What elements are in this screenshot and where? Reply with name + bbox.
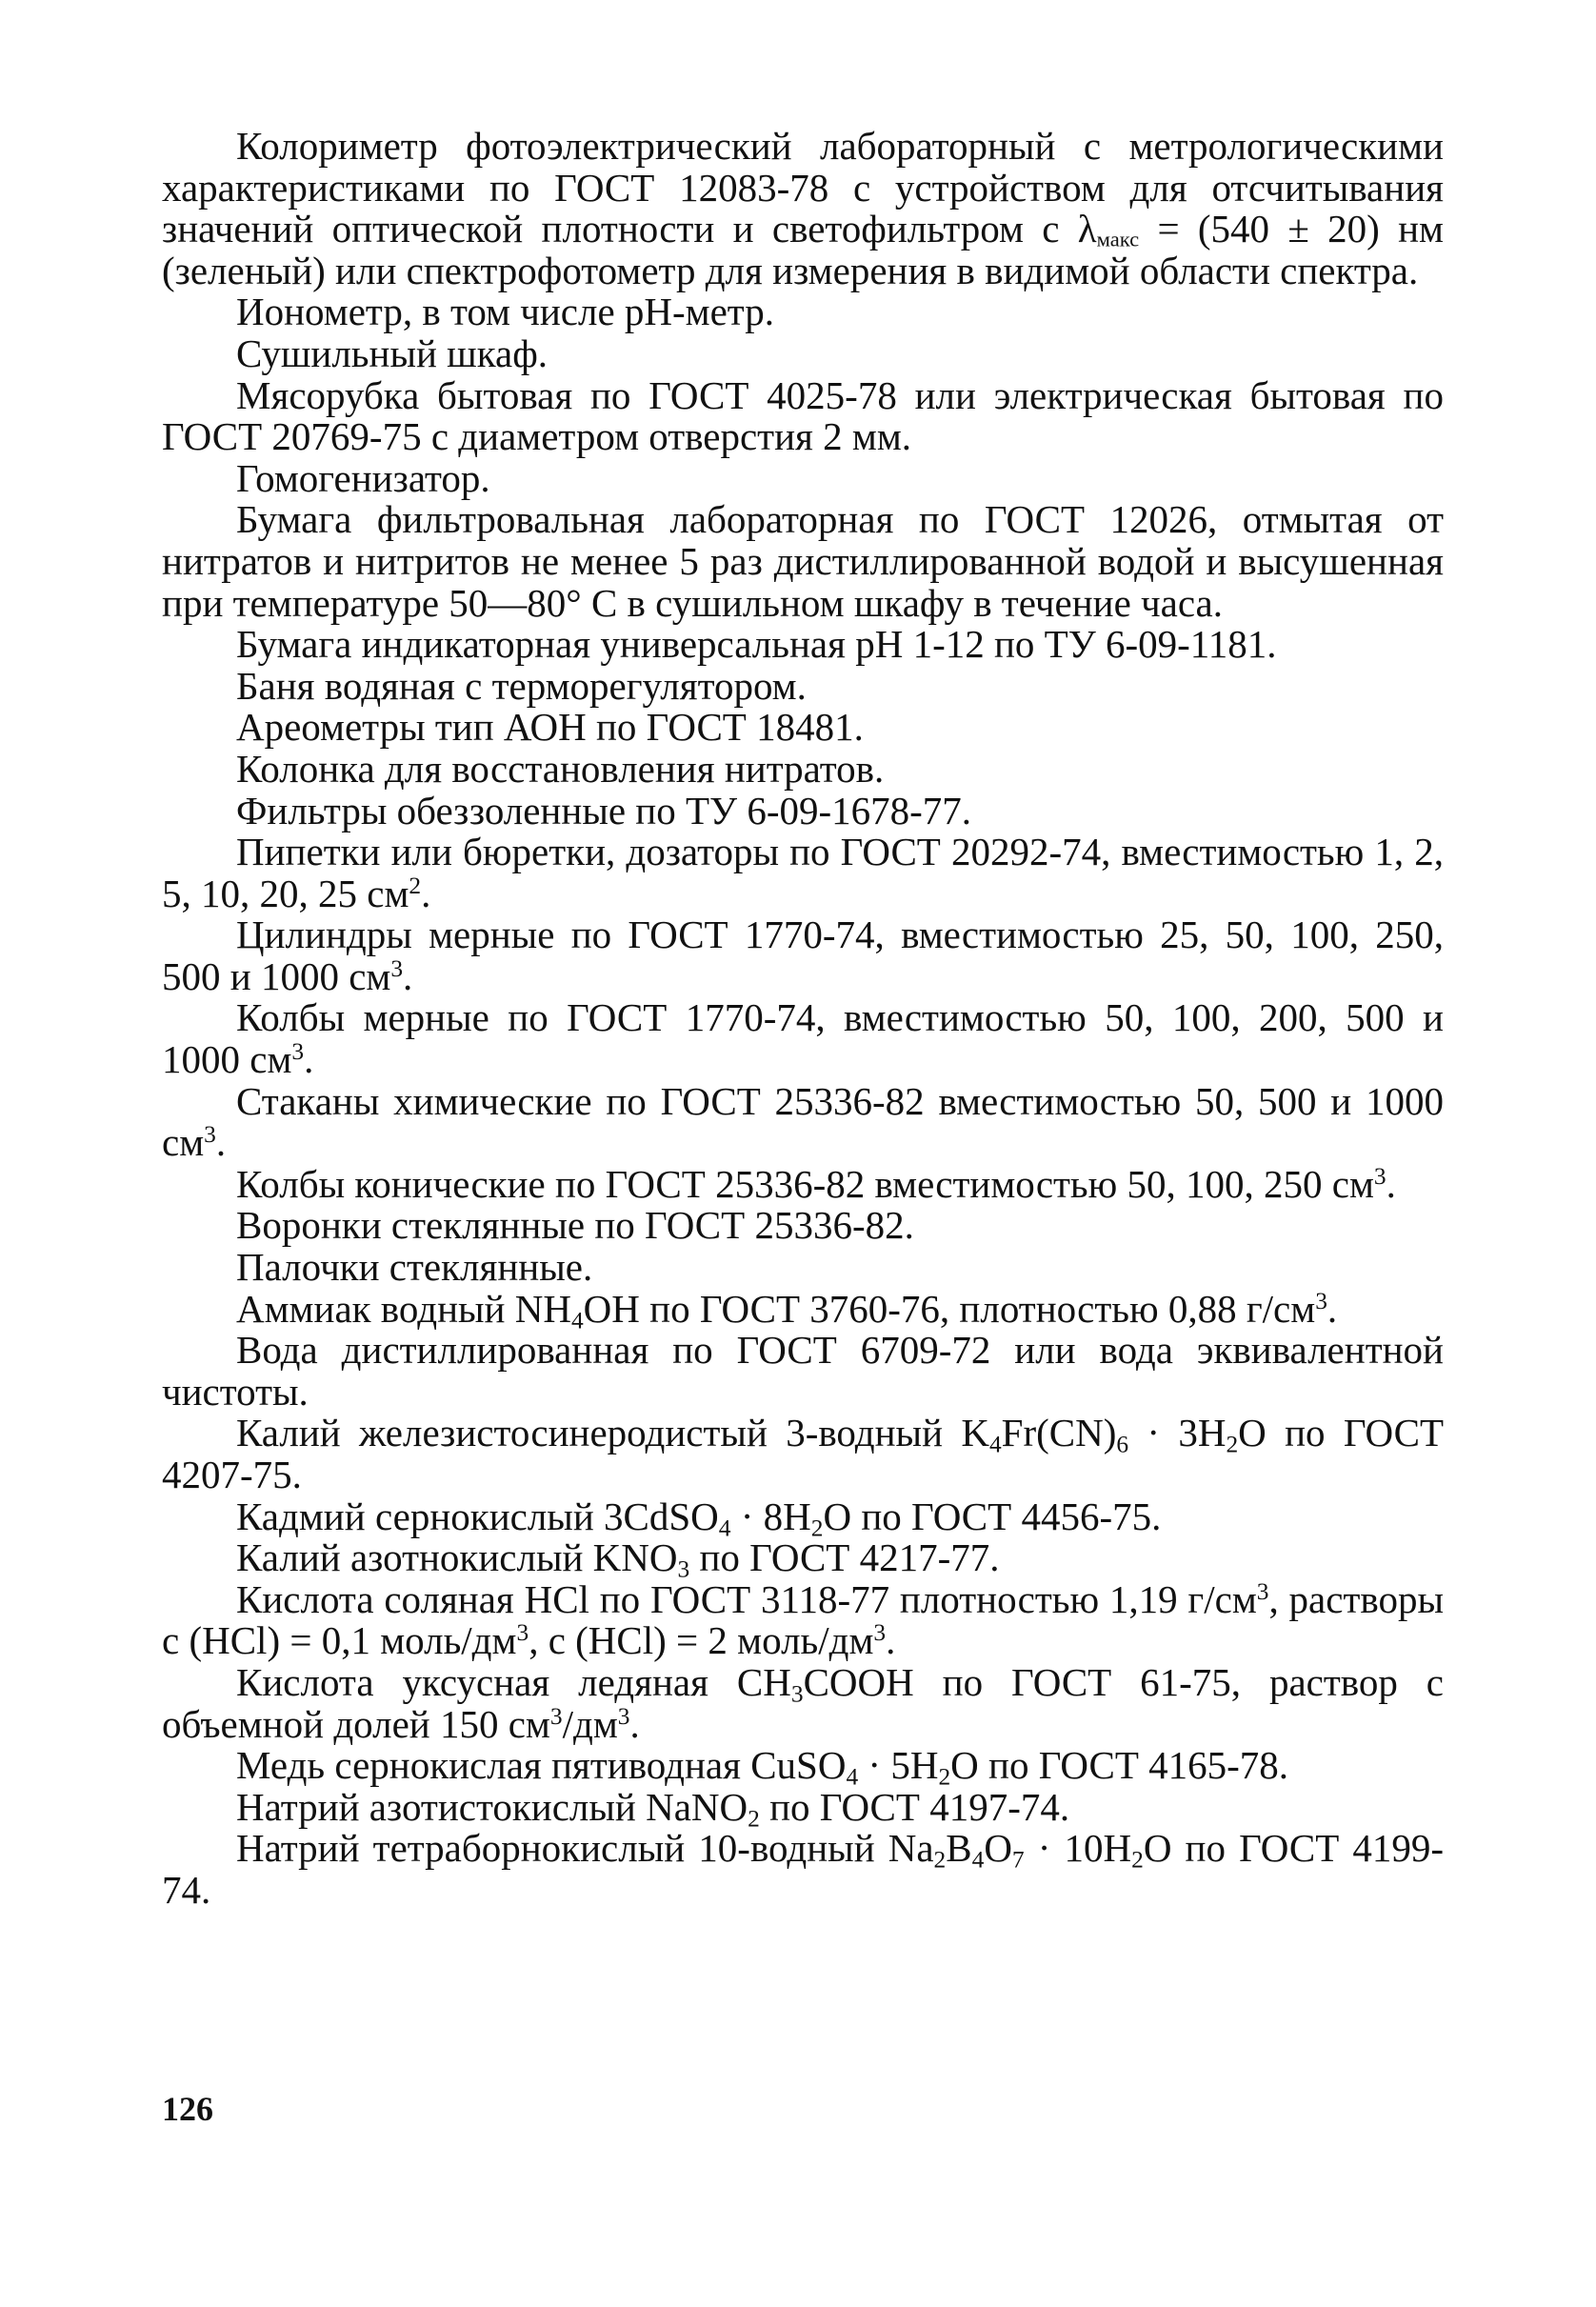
paragraph-text: Цилиндры мерные по ГОСТ 1770-74, вместимостью 25, 50, 100, 250, 500 и 1000 см [162,913,1444,998]
punctuation: . [886,1618,896,1663]
superscript: 3 [1256,1577,1269,1605]
paragraph-indicator-paper: Бумага индикаторная универсальная pH 1-12 по ТУ 6-09-1181. [236,622,1277,667]
paragraph-text: Калий железистосинеродистый 3-водный K [236,1411,989,1455]
paragraph-text: Аммиак водный NH [236,1286,571,1331]
paragraph-beakers [162,1078,1444,1165]
superscript: 3 [1373,1162,1387,1190]
punctuation: . [421,871,431,915]
subscript: 2 [748,1805,760,1833]
punctuation: . [403,953,413,998]
paragraph-text: Медь сернокислая пятиводная CuSO [236,1743,847,1788]
subscript: 4 [988,1431,1002,1458]
paragraph-filters: Фильтры обеззоленные по ТУ 6-09-1678-77. [236,788,972,833]
page-number: 126 [162,2090,213,2128]
paragraph-text: Колориметр фотоэлектрический лабораторный с метрологическими характеристиками по ГОСТ 12083-78 с устройством для отсчитывания значений оптической плотности и светофильтром с [162,124,1444,251]
superscript: 3 [516,1619,529,1647]
lambda-symbol: λ [1077,207,1097,251]
paragraph-areometers: Ареометры тип АОН по ГОСТ 18481. [236,705,864,750]
paragraph-drying-cabinet: Сушильный шкаф. [236,331,549,375]
paragraph-acetic-acid [162,1659,1445,1746]
punctuation: . [215,1120,227,1165]
paragraph-copper-sulfate [162,1743,1444,1791]
subscript: 2 [810,1514,824,1541]
superscript: 3 [1315,1287,1327,1314]
subscript: 2 [933,1846,947,1874]
paragraph-rods: Палочки стеклянные. [236,1245,593,1290]
paragraph-text: , растворы с (HCl) = 0,1 моль/дм [162,1576,1444,1663]
subscript: 7 [1011,1846,1025,1874]
paragraph-text: по ГОСТ 4197-74. [759,1784,1070,1829]
paragraph-distilled-water: Вода дистиллированная по ГОСТ 6709-72 или вода эквивалентной чистоты. [162,1328,1444,1414]
paragraph-volumetric-flasks [162,997,1444,1080]
paragraph-column: Колонка для восстановления нитратов. [236,746,885,791]
paragraph-text: O [984,1826,1012,1871]
paragraph-text: , с (HCl) = 2 моль/дм [529,1618,874,1663]
paragraph-text: B [946,1826,972,1871]
paragraph-potassium-ferrocyanide [162,1413,1444,1495]
paragraph-text: O по ГОСТ 4207-75. [162,1411,1444,1496]
subscript: 2 [1131,1846,1144,1874]
punctuation: . [1386,1161,1396,1206]
paragraph-sodium-nitrite [162,1784,1444,1833]
paragraph-text: Колбы конические по ГОСТ 25336-82 вместимостью 50, 100, 250 см [236,1161,1374,1206]
subscript: 3 [790,1680,804,1708]
paragraph-text: · 10H [1024,1826,1132,1871]
paragraph-pipettes [162,832,1444,914]
paragraph-text: /дм [562,1701,618,1746]
paragraph-text: Пипетки или бюретки, дозаторы по ГОСТ 20292-74, вместимостью 1, 2, 5, 10, 20, 25 см [162,830,1444,915]
paragraph-conical-flasks [162,1161,1444,1206]
paragraph-text: Fr(CN) [1001,1411,1117,1455]
punctuation: . [629,1701,640,1746]
subscript: 4 [570,1306,584,1334]
paragraph-cadmium-sulfate [162,1494,1444,1541]
paragraph-text: O по ГОСТ 4165-78. [950,1743,1289,1788]
paragraph-text: OH по ГОСТ 3760-76, плотностью 0,88 г/см [583,1286,1316,1331]
paragraph-text: Стаканы химические по ГОСТ 25336-82 вместимостью 50, 500 и 1000 см [162,1078,1444,1165]
subscript: 3 [677,1555,690,1583]
paragraph-text: · 5H [858,1743,939,1788]
document-body [162,126,1444,1912]
paragraph-text: COOH по ГОСТ 61-75, раствор с объемной долей 150 см [162,1659,1445,1746]
paragraph-ionometer: Ионометр, в том числе pH-метр. [236,290,774,334]
paragraph-potassium-nitrate [162,1535,1444,1583]
paragraph-funnels: Воронки стеклянные по ГОСТ 25336-82. [236,1203,914,1248]
paragraph-filter-paper: Бумага фильтровальная лабораторная по ГОСТ 12026, отмытая от нитратов и нитритов не менее 5 раз дистиллированной водой и высушенная при температуре 50—80° С в сушильном шкафу в течение часа. [162,497,1444,625]
superscript: 3 [873,1619,887,1647]
superscript: 3 [291,1038,305,1066]
subscript: 2 [1226,1431,1239,1458]
paragraph-homogenizer: Гомогенизатор. [236,455,490,500]
punctuation: . [304,1037,314,1082]
paragraph-text: · 3H [1128,1411,1227,1455]
paragraph-text: Натрий азотистокислый NaNO [236,1784,748,1829]
paragraph-text: O по ГОСТ 4199-74. [162,1826,1445,1912]
subscript: 4 [846,1763,859,1791]
subscript: 4 [971,1846,985,1874]
paragraph-text: = (540 ± 20) нм (зеленый) или спектрофотометр для измерения в видимой области спектра. [162,207,1444,292]
subscript: 2 [938,1763,951,1791]
paragraph-text: Натрий тетраборнокислый 10-водный Na [236,1826,934,1871]
superscript: 3 [204,1121,216,1149]
paragraph-text: Кадмий сернокислый 3CdSO [236,1494,719,1538]
subscript: 6 [1116,1431,1129,1458]
paragraph-meat-grinder: Мясорубка бытовая по ГОСТ 4025-78 или электрическая бытовая по ГОСТ 20769-75 с диаметром отверстия 2 мм. [162,372,1444,459]
superscript: 3 [390,954,404,982]
paragraph-ammonia [162,1286,1444,1334]
punctuation: . [1327,1286,1338,1331]
paragraph-text: Кислота соляная HCl по ГОСТ 3118-77 плотностью 1,19 г/см [236,1576,1257,1621]
paragraph-sodium-tetraborate [162,1828,1444,1911]
superscript: 3 [549,1702,563,1730]
paragraph-text: Калий азотнокислый KNO [236,1535,678,1580]
paragraph-text: Колбы мерные по ГОСТ 1770-74, вместимостью 50, 100, 200, 500 и 1000 см [162,995,1444,1082]
paragraph-text: · 8H [730,1494,811,1538]
lambda-subscript: макс [1096,227,1140,251]
paragraph-text: Кислота уксусная ледяная CH [236,1659,791,1704]
paragraph-text: по ГОСТ 4217-77. [689,1535,1000,1580]
paragraph-text: O по ГОСТ 4456-75. [823,1494,1162,1538]
paragraph-cylinders [162,914,1444,997]
superscript: 3 [617,1702,630,1730]
paragraph-water-bath: Баня водяная с терморегулятором. [236,663,807,708]
paragraph-hydrochloric-acid [162,1576,1444,1663]
subscript: 4 [718,1514,731,1541]
paragraph-colorimeter [162,126,1444,291]
superscript: 2 [409,872,422,899]
